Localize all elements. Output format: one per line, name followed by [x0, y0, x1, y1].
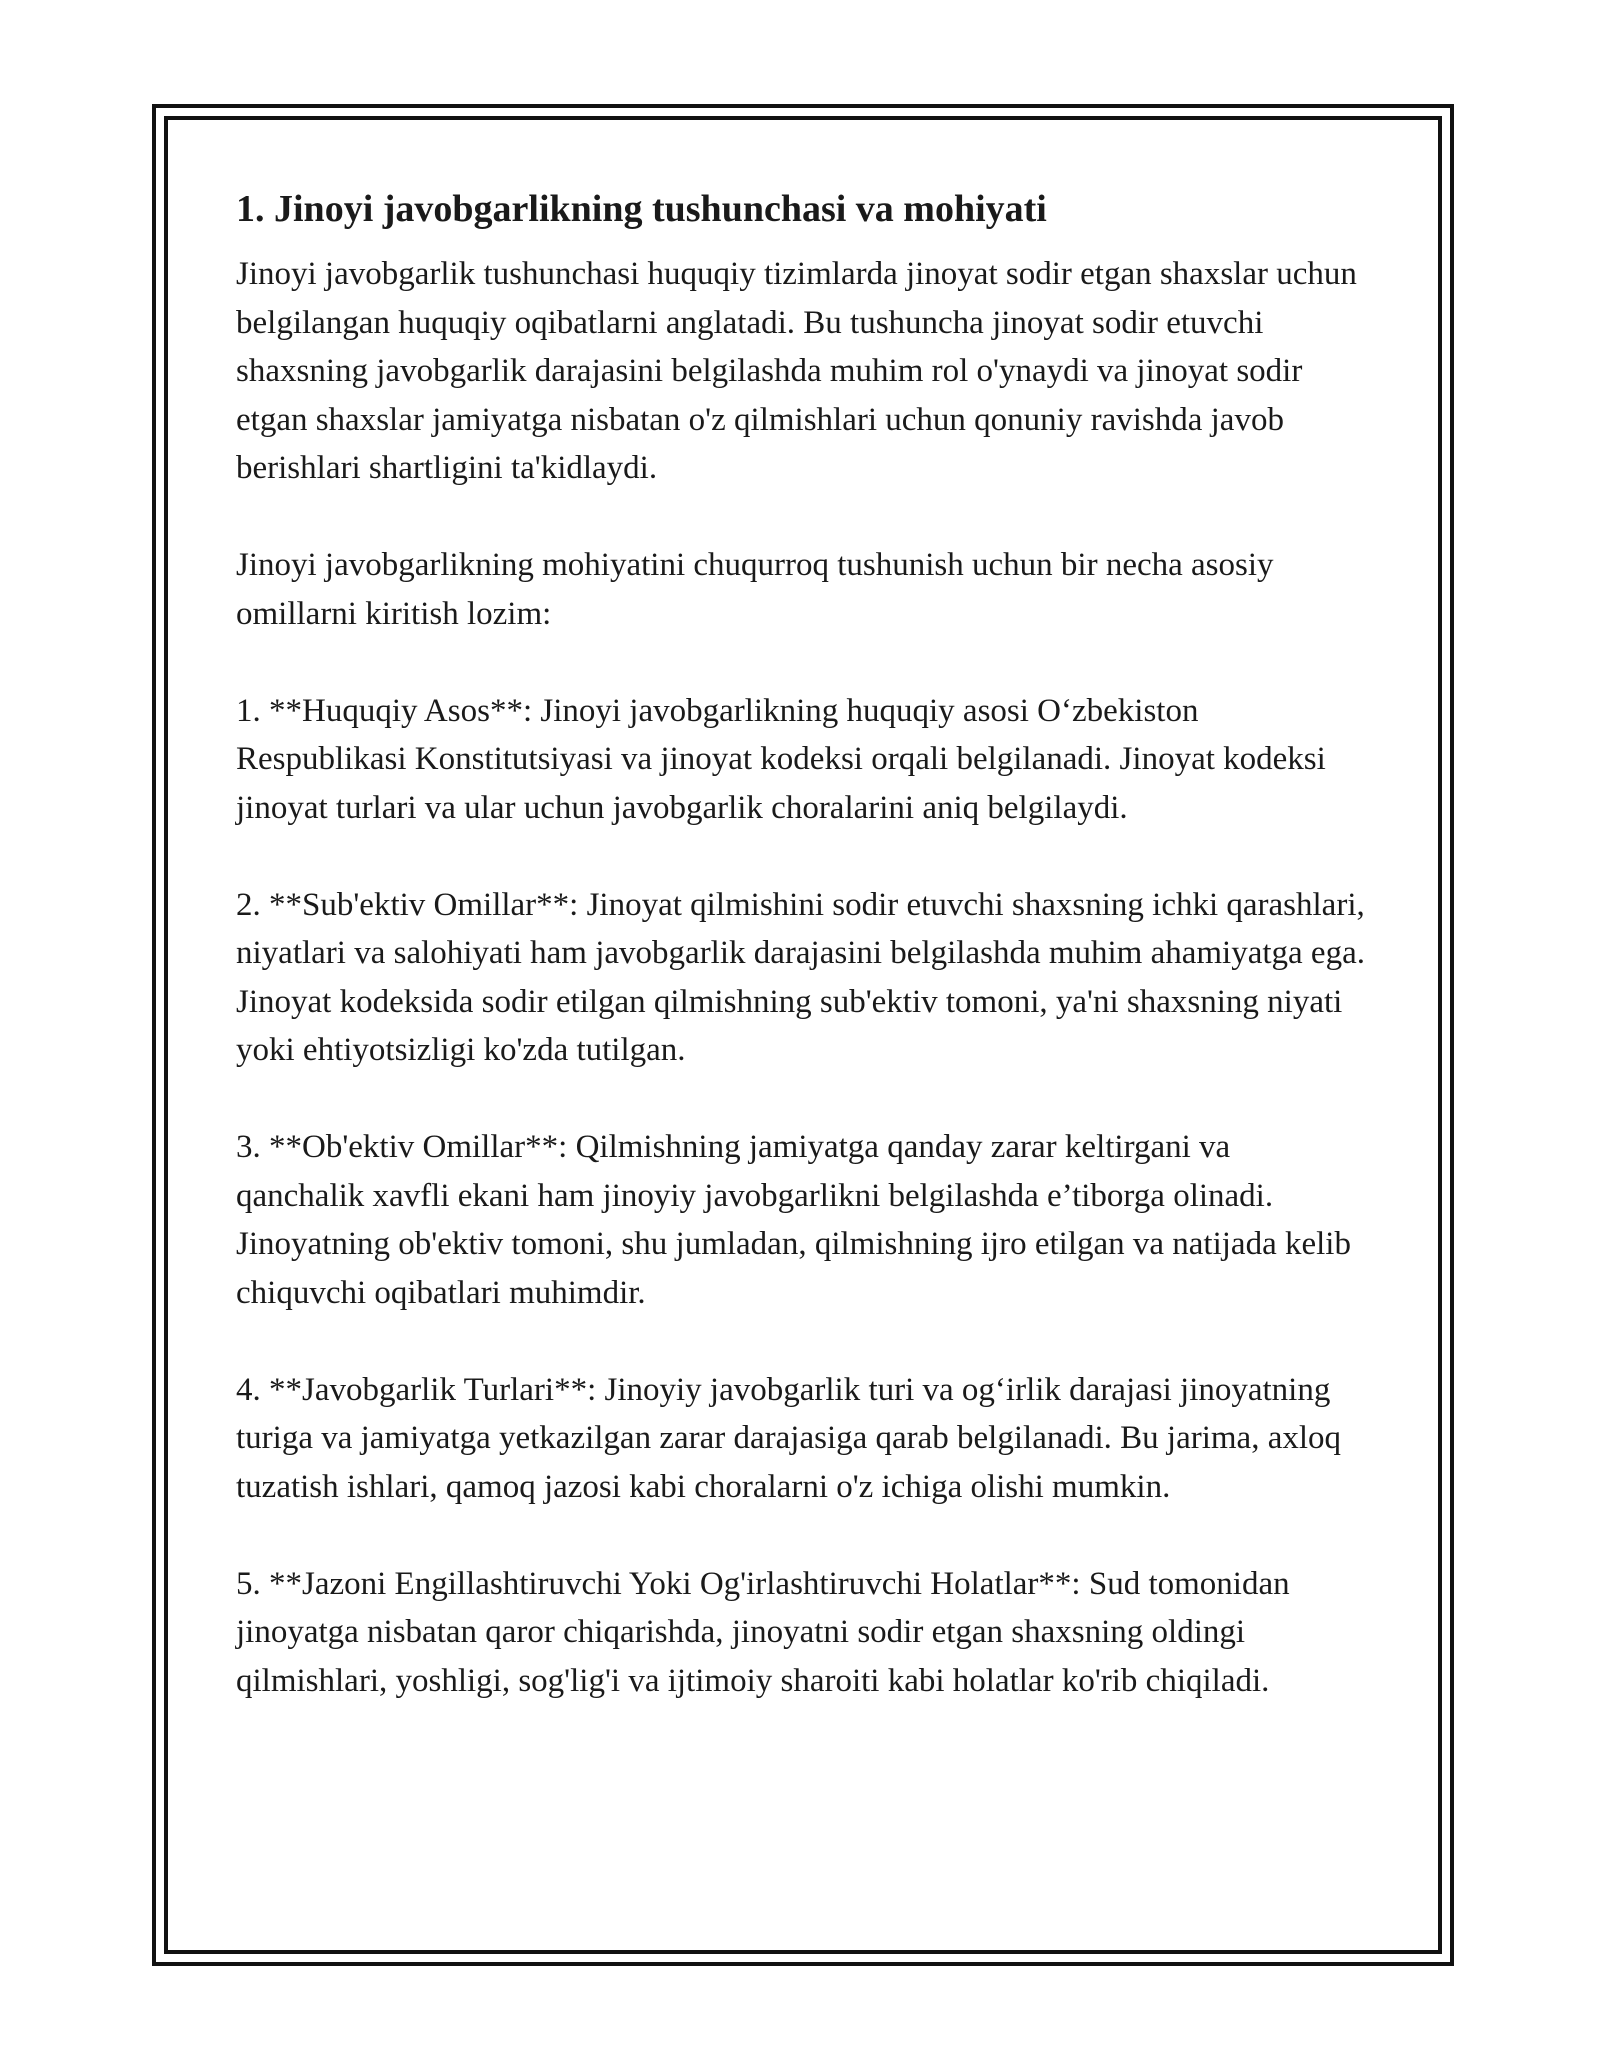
paragraph-factors-intro: Jinoyi javobgarlikning mohiyatini chuqurroq tushunish uchun bir necha asosiy omillarni kiritish lozim: [236, 547, 1274, 632]
list-item-objective-factors: 3. **Ob'ektiv Omillar**: Qilmishning jamiyatga qanday zarar keltirgani va qanchalik xavfli ekani ham jinoyiy javobgarlikni belgilashda e’tiborga olinadi. Jinoyatning ob'ektiv tomoni, shu jumladan, qilmishning ijro etilgan va natijada kelib chiquvchi oqibatlari muhimdir. [236, 1129, 1351, 1311]
paragraph-intro: Jinoyi javobgarlik tushunchasi huquqiy tizimlarda jinoyat sodir etgan shaxslar uchun belgilangan huquqiy oqibatlarni anglatadi. Bu tushuncha jinoyat sodir etuvchi shaxsning javobgarlik darajasini belgilashda muhim rol o'ynaydi va jinoyat sodir etgan shaxslar jamiyatga nisbatan o'z qilmishlari uchun qonuniy ravishda javob berishlari shartligini ta'kidlaydi. [236, 256, 1357, 486]
list-item-liability-types: 4. **Javobgarlik Turlari**: Jinoyiy javobgarlik turi va og‘irlik darajasi jinoyatning turiga va jamiyatga yetkazilgan zarar darajasiga qarab belgilanadi. Bu jarima, axloq tuzatish ishlari, qamoq jazosi kabi choralarni o'z ichiga olishi mumkin. [236, 1371, 1342, 1505]
document-body [236, 186, 1366, 1754]
list-item-circumstances: 5. **Jazoni Engillashtiruvchi Yoki Og'irlashtiruvchi Holatlar**: Sud tomonidan jinoyatga nisbatan qaror chiqarishda, jinoyatni sodir etgan shaxsning oldingi qilmishlari, yoshligi, sog'lig'i va ijtimoiy sharoiti kabi holatlar ko'rib chiqiladi. [236, 1565, 1290, 1699]
list-item-subjective-factors: 2. **Sub'ektiv Omillar**: Jinoyat qilmishini sodir etuvchi shaxsning ichki qarashlari, niyatlari va salohiyati ham javobgarlik darajasini belgilashda muhim ahamiyatga ega. Jinoyat kodeksida sodir etilgan qilmishning sub'ektiv tomoni, ya'ni shaxsning niyati yoki ehtiyotsizligi ko'zda tutilgan. [236, 886, 1365, 1068]
list-item-legal-basis: 1. **Huquqiy Asos**: Jinoyi javobgarlikning huquqiy asosi O‘zbekiston Respublikasi Konstitutsiyasi va jinoyat kodeksi orqali belgilanadi. Jinoyat kodeksi jinoyat turlari va ular uchun javobgarlik choralarini aniq belgilaydi. [236, 692, 1326, 826]
document-title: 1. Jinoyi javobgarlikning tushunchasi va mohiyati [236, 188, 1047, 230]
